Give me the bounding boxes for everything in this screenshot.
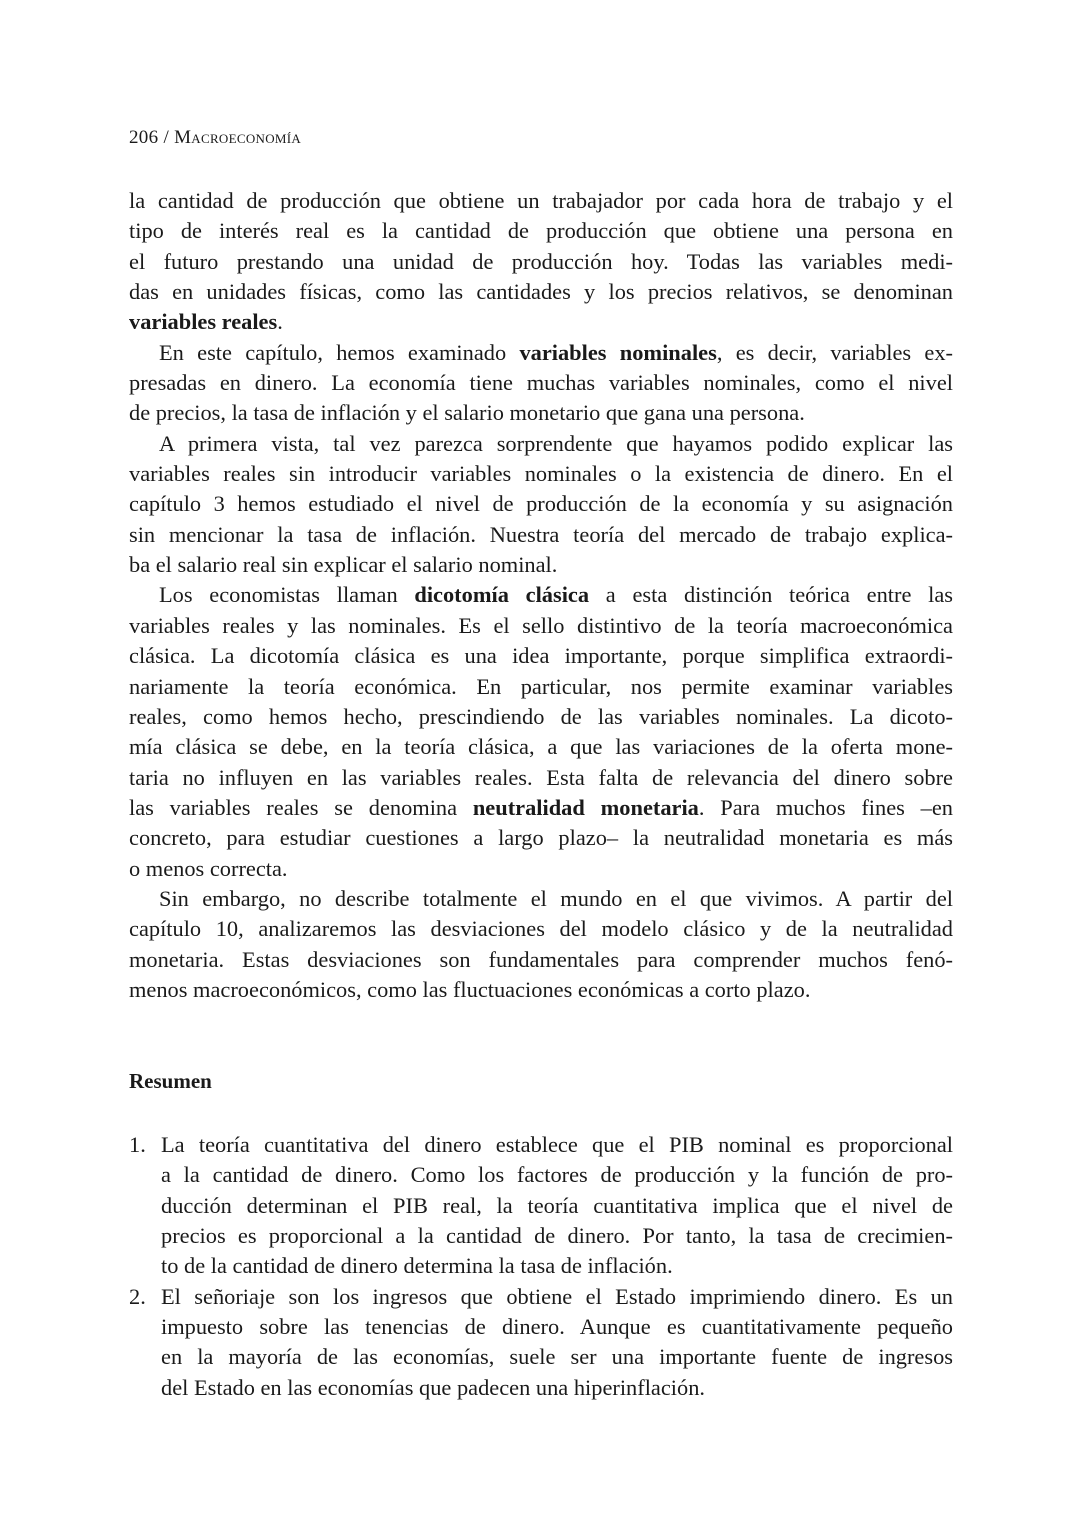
paragraph xyxy=(129,580,953,883)
text-line: de precios, la tasa de inflación y el salario monetario que gana una persona. xyxy=(129,400,805,426)
text-line: sin mencionar la tasa de inflación. Nuestra teoría del mercado de trabajo explica- xyxy=(129,521,953,547)
text-line: variables reales y las nominales. Es el sello distintivo de la teoría macroeconómica xyxy=(129,612,953,638)
text-line: las variables reales se denomina neutralidad monetaria. Para muchos fines –en xyxy=(129,794,953,820)
text-line: variables reales sin introducir variables nominales o la existencia de dinero. En el xyxy=(129,461,953,487)
paragraph xyxy=(129,884,953,1005)
text-line: A primera vista, tal vez parezca sorprendente que hayamos podido explicar las xyxy=(159,430,953,456)
text-line: variables reales. xyxy=(129,309,283,335)
text-line: a la cantidad de dinero. Como los factores de producción y la función de pro- xyxy=(161,1162,953,1188)
text-line: La teoría cuantitativa del dinero establece que el PIB nominal es proporcional xyxy=(161,1132,953,1157)
text-line: clásica. La dicotomía clásica es una idea importante, porque simplifica extraordi- xyxy=(129,643,953,669)
text-line: del Estado en las economías que padecen una hiperinflación. xyxy=(161,1374,706,1400)
text-line: la cantidad de producción que obtiene un trabajador por cada hora de trabajo y el xyxy=(129,188,953,213)
text-line: ducción determinan el PIB real, la teoría cuantitativa implica que el nivel de xyxy=(161,1192,953,1218)
text-line: nariamente la teoría económica. En particular, nos permite examinar variables xyxy=(129,673,953,699)
text-line: das en unidades físicas, como las cantidades y los precios relativos, se denominan xyxy=(129,279,953,305)
text-line: capítulo 3 hemos estudiado el nivel de producción de la economía y su asignación xyxy=(129,491,953,517)
key-term: neutralidad monetaria xyxy=(472,794,699,820)
text-line: taria no influyen en las variables reales. Esta falta de relevancia del dinero sobre xyxy=(129,764,953,790)
header-separator: / xyxy=(158,127,175,148)
text-line: impuesto sobre las tenencias de dinero. Aunque es cuantitativamente pequeño xyxy=(161,1314,953,1340)
text-line: reales, como hemos hecho, prescindiendo de las variables nominales. La dicoto- xyxy=(129,703,953,729)
key-term: variables reales xyxy=(129,309,278,335)
body-text xyxy=(129,186,953,1005)
text-line: Sin embargo, no describe totalmente el mundo en el que vivimos. A partir del xyxy=(159,885,953,911)
text-line: presadas en dinero. La economía tiene muchas variables nominales, como el nivel xyxy=(129,370,953,396)
paragraph xyxy=(129,429,953,581)
text-line: capítulo 10, analizaremos las desviaciones del modelo clásico y de la neutralidad xyxy=(129,916,953,942)
running-title: Macroeconomía xyxy=(174,127,302,148)
summary-list xyxy=(129,1130,953,1403)
text-line: ba el salario real sin explicar el salario nominal. xyxy=(129,552,558,578)
text-line: En este capítulo, hemos examinado variables nominales, es decir, variables ex- xyxy=(159,339,953,365)
text-line: en la mayoría de las economías, suele ser una importante fuente de ingresos xyxy=(161,1344,953,1370)
paragraph xyxy=(129,338,953,429)
running-header xyxy=(129,127,301,149)
text-line: Los economistas llaman dicotomía clásica a esta distinción teórica entre las xyxy=(159,582,954,608)
text-line: to de la cantidad de dinero determina la tasa de inflación. xyxy=(161,1253,673,1279)
text-line: menos macroeconómicos, como las fluctuaciones económicas a corto plazo. xyxy=(129,976,811,1002)
summary-item xyxy=(129,1282,953,1403)
key-term: variables nominales xyxy=(519,339,717,365)
section-heading-resumen: Resumen xyxy=(129,1069,212,1093)
text-line: precios es proporcional a la cantidad de dinero. Por tanto, la tasa de crecimien- xyxy=(161,1223,953,1249)
text-line: concreto, para estudiar cuestiones a largo plazo– la neutralidad monetaria es más xyxy=(129,825,953,851)
key-term: dicotomía clásica xyxy=(414,582,590,608)
text-line: mía clásica se debe, en la teoría clásica, a que las variaciones de la oferta mone- xyxy=(129,734,953,760)
page-number: 206 xyxy=(129,127,159,148)
summary-item xyxy=(129,1130,953,1282)
text-line: o menos correcta. xyxy=(129,855,288,881)
paragraph xyxy=(129,186,953,338)
text-line: el futuro prestando una unidad de producción hoy. Todas las variables medi- xyxy=(129,248,953,274)
text-line: El señoriaje son los ingresos que obtiene el Estado imprimiendo dinero. Es un xyxy=(161,1283,953,1309)
text-line: tipo de interés real es la cantidad de producción que obtiene una persona en xyxy=(129,218,953,244)
item-number: 2. xyxy=(129,1283,146,1309)
text-line: monetaria. Estas desviaciones son fundamentales para comprender muchos fenó- xyxy=(129,946,953,972)
item-number: 1. xyxy=(129,1132,146,1157)
